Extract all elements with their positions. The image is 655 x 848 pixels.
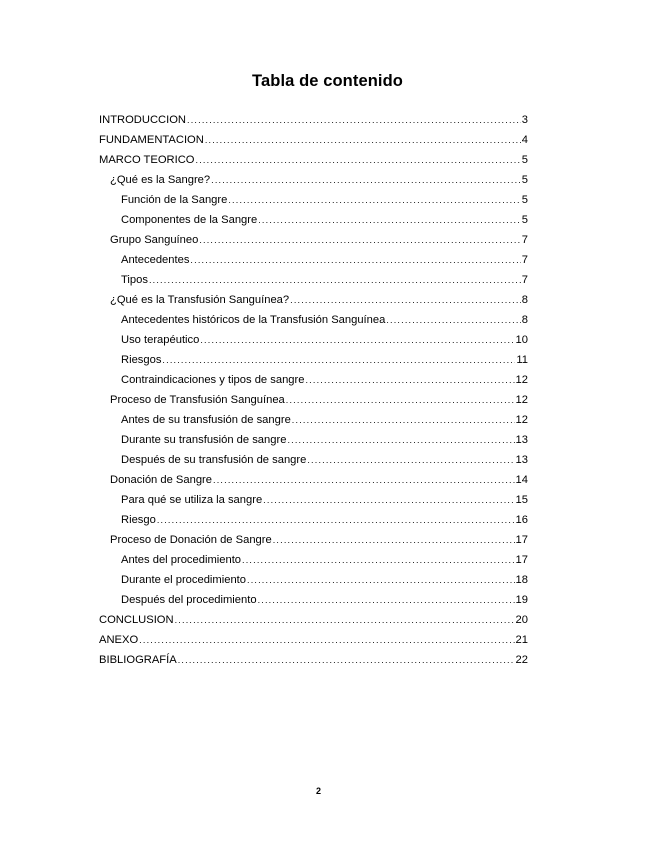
dot-leader [200,330,514,350]
dot-leader [157,510,515,530]
toc-entry-durante-su-transfusion[interactable] [99,430,528,450]
toc-entry-page: 5 [521,154,528,166]
toc-entry-page: 12 [515,394,528,406]
toc-entry-label: Función de la Sangre [121,194,228,206]
toc-entry-page: 17 [515,554,528,566]
dot-leader [187,110,521,130]
toc-entry-riesgos[interactable] [99,350,528,370]
toc-entry-page: 4 [521,134,528,146]
toc-entry-label: ¿Qué es la Sangre? [110,174,211,186]
dot-leader [175,610,515,630]
toc-entry-que-es-la-transfusion[interactable] [99,290,528,310]
toc-entry-page: 5 [521,174,528,186]
toc-entry-label: ¿Qué es la Transfusión Sanguínea? [110,294,290,306]
dot-leader [162,350,515,370]
toc-entry-antecedentes[interactable] [99,250,528,270]
dot-leader [205,130,521,150]
toc-entry-page: 13 [515,454,528,466]
page-number: 2 [315,786,321,796]
toc-entry-page: 14 [515,474,528,486]
toc-entry-label: Grupo Sanguíneo [110,234,199,246]
toc-entry-label: Uso terapéutico [121,334,200,346]
toc-entry-donacion-de-sangre[interactable] [99,470,528,490]
dot-leader [305,370,514,390]
dot-leader [263,490,514,510]
toc-entry-page: 7 [521,274,528,286]
toc-entry-antecedentes-historicos[interactable] [99,310,528,330]
dot-leader [190,250,520,270]
toc-entry-label: Riesgo [121,514,156,526]
toc-entry-page: 7 [521,254,528,266]
toc-entry-uso-terapeutico[interactable] [99,330,528,350]
toc-entry-label: Después del procedimiento [121,594,257,606]
toc-entry-label: Antecedentes [121,254,190,266]
toc-entry-marco-teorico[interactable] [99,150,528,170]
toc-entry-label: Durante su transfusión de sangre [121,434,287,446]
toc-title: Tabla de contenido [252,72,403,90]
toc-entry-page: 8 [521,314,528,326]
toc-entry-page: 17 [515,534,528,546]
toc-entry-proceso-de-donacion[interactable] [99,530,528,550]
toc-entry-label: FUNDAMENTACION [99,134,204,146]
toc-entry-label: Proceso de Donación de Sangre [110,534,272,546]
dot-leader [287,430,514,450]
toc-entry-introduccion[interactable] [99,110,528,130]
dot-leader [213,470,515,490]
toc-entry-conclusion[interactable] [99,610,528,630]
toc-entry-grupo-sanguineo[interactable] [99,230,528,250]
toc-entry-funcion-de-la-sangre[interactable] [99,190,528,210]
dot-leader [196,150,521,170]
toc-entry-label: Antes de su transfusión de sangre [121,414,291,426]
dot-leader [386,310,520,330]
dot-leader [242,550,515,570]
toc-entry-antes-del-procedimiento[interactable] [99,550,528,570]
toc-entry-componentes-de-la-sangre[interactable] [99,210,528,230]
toc-entry-page: 19 [515,594,528,606]
toc-entry-tipos[interactable] [99,270,528,290]
toc-entry-riesgo[interactable] [99,510,528,530]
toc-entry-label: BIBLIOGRAFÍA [99,654,177,666]
toc-entry-page: 8 [521,294,528,306]
toc-entry-label: Antes del procedimiento [121,554,242,566]
toc-entry-page: 7 [521,234,528,246]
dot-leader [139,630,514,650]
toc-entry-label: CONCLUSION [99,614,174,626]
dot-leader [292,410,515,430]
toc-entry-label: Tipos [121,274,148,286]
dot-leader [199,230,520,250]
toc-entry-que-es-la-sangre[interactable] [99,170,528,190]
toc-entry-anexo[interactable] [99,630,528,650]
toc-entry-page: 12 [515,374,528,386]
dot-leader [228,190,520,210]
toc-entry-page: 16 [515,514,528,526]
toc-entry-page: 22 [515,654,528,666]
toc-entry-label: MARCO TEORICO [99,154,195,166]
toc-entry-page: 5 [521,194,528,206]
toc-entry-page: 12 [515,414,528,426]
toc-entry-page: 18 [515,574,528,586]
toc-entry-label: Proceso de Transfusión Sanguínea [110,394,285,406]
dot-leader [290,290,521,310]
toc-entry-page: 21 [515,634,528,646]
toc-entry-antes-de-su-transfusion[interactable] [99,410,528,430]
toc-entry-page: 3 [521,114,528,126]
toc-entry-despues-de-su-transfusion[interactable] [99,450,528,470]
dot-leader [149,270,521,290]
dot-leader [258,210,521,230]
toc-entry-contraindicaciones[interactable] [99,370,528,390]
toc-entry-page: 15 [515,494,528,506]
toc-entry-page: 20 [515,614,528,626]
toc-entry-para-que-se-utiliza[interactable] [99,490,528,510]
dot-leader [247,570,515,590]
dot-leader [258,590,515,610]
toc-entry-label: Antecedentes históricos de la Transfusión Sanguínea [121,314,386,326]
toc-entry-label: ANEXO [99,634,139,646]
toc-entry-label: Donación de Sangre [110,474,213,486]
toc-entry-label: Riesgos [121,354,162,366]
toc-entry-label: Contraindicaciones y tipos de sangre [121,374,305,386]
toc-entry-despues-del-procedimiento[interactable] [99,590,528,610]
dot-leader [273,530,515,550]
toc-entry-page: 5 [521,214,528,226]
dot-leader [307,450,514,470]
toc-entry-label: INTRODUCCION [99,114,187,126]
toc-entry-label: Después de su transfusión de sangre [121,454,307,466]
toc-entry-proceso-de-transfusion[interactable] [99,390,528,410]
toc-entry-bibliografia[interactable] [99,650,528,670]
toc-entry-durante-el-procedimiento[interactable] [99,570,528,590]
table-of-contents [99,110,528,670]
toc-entry-fundamentacion[interactable] [99,130,528,150]
toc-entry-label: Componentes de la Sangre [121,214,258,226]
dot-leader [211,170,521,190]
dot-leader [286,390,515,410]
toc-entry-label: Durante el procedimiento [121,574,246,586]
toc-entry-page: 10 [515,334,528,346]
toc-entry-label: Para qué se utiliza la sangre [121,494,263,506]
toc-entry-page: 11 [516,354,528,366]
dot-leader [178,650,515,670]
toc-entry-page: 13 [515,434,528,446]
